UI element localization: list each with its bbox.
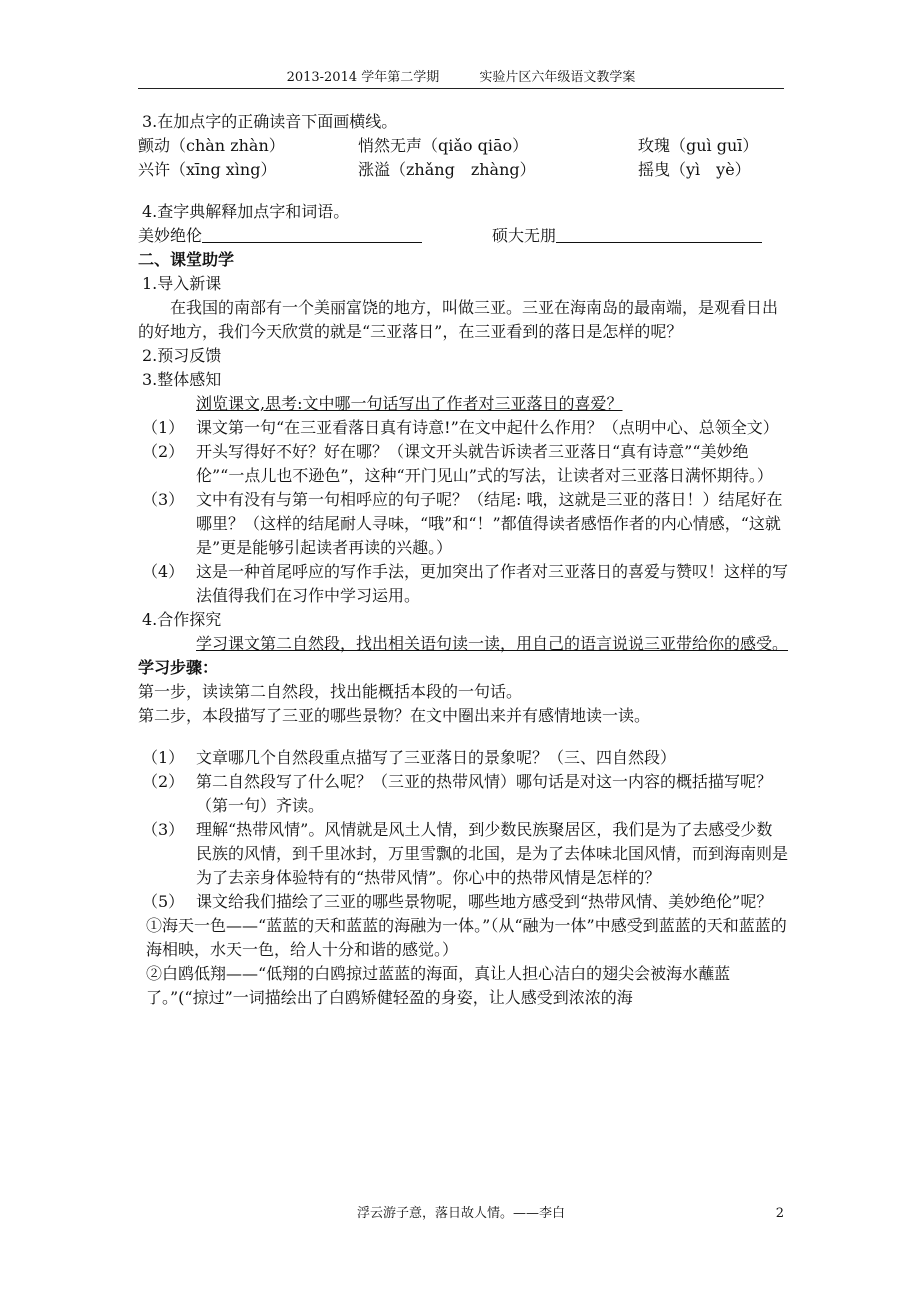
header-term: 2013-2014 学年第二学期 (286, 70, 440, 85)
item-text: 课文给我们描绘了三亚的哪些景物呢，哪些地方感受到“热带风情、美妙绝伦”呢？ (196, 892, 773, 911)
learning-step-2: 第二步，本段描写了三亚的哪些景物？在文中圈出来并有感情地读一读。 (138, 706, 651, 725)
item-text: 文章哪几个自然段重点描写了三亚落日的景象呢？（三、四自然段） (196, 748, 677, 767)
footer-motto: 浮云游子意，落日故人情。——李白 (356, 1206, 565, 1221)
s4-task (138, 632, 788, 656)
pinyin-item: 悄然无声（qiǎo qiāo） (358, 136, 529, 155)
step-4-heading: 4.合作探究 (142, 610, 222, 629)
page-content (138, 110, 788, 1010)
item-number: （5） (142, 892, 185, 911)
pinyin-item: 摇曳（yì yè） (638, 160, 751, 179)
answer-blank-2[interactable] (556, 224, 762, 243)
item-text: 课文第一句“在三亚看落日真有诗意!”在文中起什么作用？（点明中心、总领全文） (196, 418, 779, 437)
q4-title: 4.查字典解释加点字和词语。 (142, 202, 350, 221)
item-number: （3） (142, 490, 185, 509)
q4-fill-row (138, 224, 788, 248)
list-item (138, 770, 788, 818)
pinyin-item: 玫瑰（guì guī） (638, 136, 759, 155)
item-number: （3） (142, 820, 185, 839)
list-item (138, 488, 788, 560)
q4-word-1: 美妙绝伦 (138, 226, 203, 245)
page-header (138, 70, 784, 86)
list-item (138, 746, 788, 770)
s3-task-text: 浏览课文,思考:文中哪一句话写出了作者对三亚落日的喜爱？ (196, 394, 623, 413)
item-text: 文中有没有与第一句相呼应的句子呢？（结尾: 哦，这就是三亚的落日！）结尾好在哪里？（这样的结尾耐人寻味，“哦”和“！”都值得读者感悟作者的内心情感，“这就是”更是能够引起读者再读的兴趣。） (196, 490, 783, 557)
learning-step-1: 第一步，读读第二自然段，找出能概括本段的一句话。 (138, 682, 523, 701)
pinyin-row-2 (138, 158, 788, 182)
item-number: （1） (142, 748, 185, 767)
spacer (138, 728, 788, 746)
pinyin-item: 涨溢（zhǎng zhàng） (358, 160, 536, 179)
list-item (138, 560, 788, 608)
item-number: （4） (142, 562, 185, 581)
scene-2-paragraph: ②白鸥低翔——“低翔的白鸥掠过蓝蓝的海面，真让人担心洁白的翅尖会被海水蘸蓝了。”(“掠过”一词描绘出了白鸥矫健轻盈的身姿，让人感受到浓浓的海 (146, 964, 731, 1007)
section-2-title: 二、课堂助学 (138, 250, 235, 269)
list-item (138, 440, 788, 488)
item-text: 开头写得好不好？好在哪？（课文开头就告诉读者三亚落日“真有诗意”“美妙绝伦”“一点儿也不逊色”，这种“开门见山”式的写法，让读者对三亚落日满怀期待。） (196, 442, 773, 485)
item-text: 第二自然段写了什么呢？（三亚的热带风情）哪句话是对这一内容的概括描写呢？（第一句）齐读。 (196, 772, 773, 815)
header-rule (138, 88, 784, 89)
step-3-heading: 3.整体感知 (142, 370, 222, 389)
header-title: 实验片区六年级语文教学案 (479, 70, 636, 85)
q3-title: 3.在加点字的正确读音下面画横线。 (142, 112, 398, 131)
scene-1-paragraph: ①海天一色——“蓝蓝的天和蓝蓝的海融为一体。”（从“融为一体”中感受到蓝蓝的天和蓝蓝的海相映，水天一色，给人十分和谐的感觉。） (146, 916, 787, 959)
steps-title: 学习步骤： (138, 658, 219, 677)
item-number: （2） (142, 772, 185, 791)
step-2-heading: 2.预习反馈 (142, 346, 222, 365)
answer-blank-1[interactable] (202, 224, 422, 243)
s4-task-text: 学习课文第二自然段，找出相关语句读一读，用自己的语言说说三亚带给你的感受。 (196, 634, 789, 653)
pinyin-row-1 (138, 134, 788, 158)
intro-paragraph: 在我国的南部有一个美丽富饶的地方，叫做三亚。三亚在海南岛的最南端，是观看日出的好地方，我们今天欣赏的就是“三亚落日”，在三亚看到的落日是怎样的呢？ (138, 298, 779, 341)
s3-task (138, 392, 788, 416)
item-number: （2） (142, 442, 185, 461)
page-number: 2 (775, 1206, 784, 1221)
q4-word-2: 硕大无朋 (492, 226, 557, 245)
item-text: 理解“热带风情”。风情就是风土人情，到少数民族聚居区，我们是为了去感受少数民族的风情，到千里冰封，万里雪飘的北国，是为了去体味北国风情，而到海南则是为了去亲身体验特有的“热带风情”。你心中的热带风情是怎样的？ (196, 820, 789, 887)
item-text: 这是一种首尾呼应的写作手法，更加突出了作者对三亚落日的喜爱与赞叹！这样的写法值得我们在习作中学习运用。 (196, 562, 789, 605)
pinyin-item: 兴许（xīng xìng） (138, 160, 277, 179)
step-1-heading: 1.导入新课 (142, 274, 222, 293)
item-number: （1） (142, 418, 185, 437)
list-item (138, 818, 788, 890)
spacer (138, 182, 788, 200)
list-item (138, 890, 788, 914)
list-item (138, 416, 788, 440)
pinyin-item: 颤动（chàn zhàn） (138, 136, 285, 155)
